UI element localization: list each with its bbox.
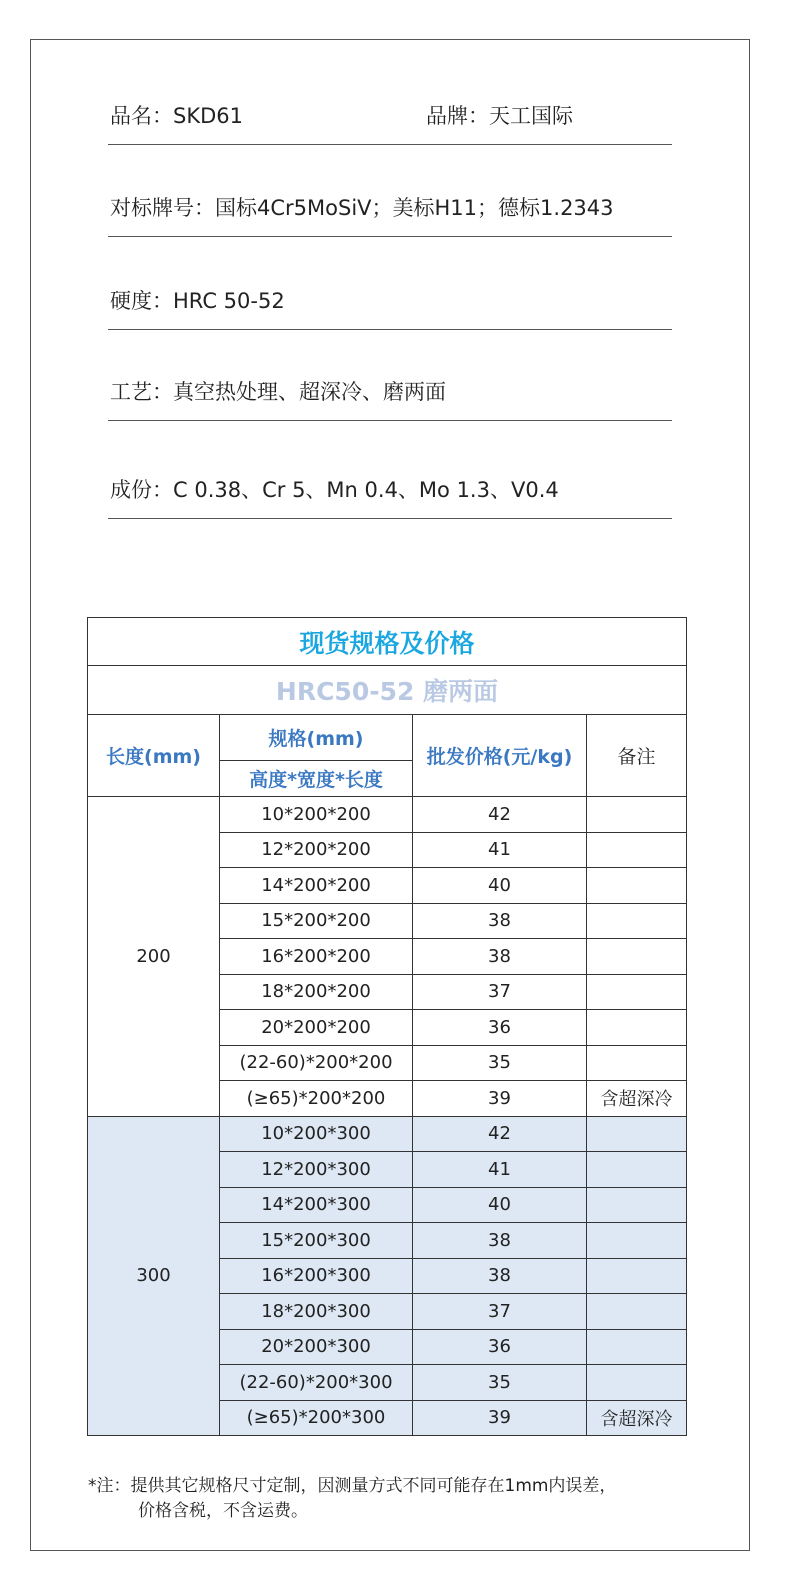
info-equivalents-line bbox=[108, 180, 672, 237]
equivalent-grades: 对标牌号：国标4Cr5MoSiV；美标H11；德标1.2343 bbox=[110, 196, 614, 220]
note-cell bbox=[587, 868, 687, 904]
spec-cell: 16*200*200 bbox=[220, 939, 413, 975]
spec-cell: 18*200*200 bbox=[220, 974, 413, 1010]
table-title: 现货规格及价格 bbox=[88, 618, 687, 666]
price-cell: 36 bbox=[413, 1329, 587, 1365]
price-cell: 39 bbox=[413, 1400, 587, 1436]
price-cell: 42 bbox=[413, 1116, 587, 1152]
spec-cell: 15*200*300 bbox=[220, 1223, 413, 1259]
footnote-line-2: 价格含税，不含运费。 bbox=[138, 1501, 308, 1521]
spec-cell: 15*200*200 bbox=[220, 903, 413, 939]
note-cell bbox=[587, 1152, 687, 1188]
length-cell: 200 bbox=[88, 797, 220, 1117]
spec-cell: 20*200*200 bbox=[220, 1010, 413, 1046]
header-spec-sub: 高度*宽度*长度 bbox=[220, 761, 413, 797]
price-cell: 41 bbox=[413, 832, 587, 868]
price-cell: 37 bbox=[413, 974, 587, 1010]
table-subtitle: HRC50-52 磨两面 bbox=[88, 666, 687, 715]
spec-cell: 20*200*300 bbox=[220, 1329, 413, 1365]
length-cell: 300 bbox=[88, 1116, 220, 1436]
info-hardness-line bbox=[108, 274, 672, 330]
note-cell bbox=[587, 832, 687, 868]
product-brand: 品牌：天工国际 bbox=[426, 104, 573, 128]
note-cell bbox=[587, 1294, 687, 1330]
header-length: 长度(mm) bbox=[88, 715, 220, 797]
spec-cell: 18*200*300 bbox=[220, 1294, 413, 1330]
spec-cell: (≥65)*200*200 bbox=[220, 1081, 413, 1117]
spec-cell: 16*200*300 bbox=[220, 1258, 413, 1294]
price-cell: 36 bbox=[413, 1010, 587, 1046]
footnote-line-1: *注：提供其它规格尺寸定制，因测量方式不同可能存在1mm内误差， bbox=[88, 1476, 617, 1496]
price-cell: 38 bbox=[413, 903, 587, 939]
price-table bbox=[87, 617, 687, 1436]
header-note: 备注 bbox=[587, 715, 687, 797]
note-cell bbox=[587, 1116, 687, 1152]
note-cell bbox=[587, 1258, 687, 1294]
price-cell: 39 bbox=[413, 1081, 587, 1117]
note-cell bbox=[587, 797, 687, 833]
spec-cell: 10*200*300 bbox=[220, 1116, 413, 1152]
note-cell bbox=[587, 1010, 687, 1046]
price-cell: 35 bbox=[413, 1365, 587, 1401]
spec-cell: 14*200*200 bbox=[220, 868, 413, 904]
table-row bbox=[88, 797, 687, 833]
price-cell: 35 bbox=[413, 1045, 587, 1081]
note-cell: 含超深冷 bbox=[587, 1081, 687, 1117]
spec-cell: 12*200*200 bbox=[220, 832, 413, 868]
price-cell: 41 bbox=[413, 1152, 587, 1188]
spec-cell: 14*200*300 bbox=[220, 1187, 413, 1223]
note-cell bbox=[587, 939, 687, 975]
spec-cell: (22-60)*200*200 bbox=[220, 1045, 413, 1081]
product-name: 品名：SKD61 bbox=[110, 104, 243, 128]
header-price: 批发价格(元/kg) bbox=[413, 715, 587, 797]
price-cell: 38 bbox=[413, 1223, 587, 1259]
note-cell bbox=[587, 974, 687, 1010]
spec-cell: 10*200*200 bbox=[220, 797, 413, 833]
info-process-line bbox=[108, 364, 672, 421]
header-spec: 规格(mm) bbox=[220, 715, 413, 761]
note-cell: 含超深冷 bbox=[587, 1400, 687, 1436]
footnote bbox=[88, 1474, 708, 1524]
composition: 成份：C 0.38、Cr 5、Mn 0.4、Mo 1.3、V0.4 bbox=[110, 478, 559, 502]
note-cell bbox=[587, 1329, 687, 1365]
price-cell: 42 bbox=[413, 797, 587, 833]
process: 工艺：真空热处理、超深冷、磨两面 bbox=[110, 380, 446, 404]
price-cell: 40 bbox=[413, 868, 587, 904]
table-row bbox=[88, 1116, 687, 1152]
price-cell: 38 bbox=[413, 939, 587, 975]
note-cell bbox=[587, 1365, 687, 1401]
price-cell: 37 bbox=[413, 1294, 587, 1330]
info-name-line bbox=[108, 86, 672, 145]
spec-cell: 12*200*300 bbox=[220, 1152, 413, 1188]
info-composition-line bbox=[108, 460, 672, 519]
note-cell bbox=[587, 1223, 687, 1259]
note-cell bbox=[587, 903, 687, 939]
price-cell: 40 bbox=[413, 1187, 587, 1223]
spec-cell: (≥65)*200*300 bbox=[220, 1400, 413, 1436]
spec-cell: (22-60)*200*300 bbox=[220, 1365, 413, 1401]
note-cell bbox=[587, 1045, 687, 1081]
hardness: 硬度：HRC 50-52 bbox=[110, 289, 285, 313]
note-cell bbox=[587, 1187, 687, 1223]
price-cell: 38 bbox=[413, 1258, 587, 1294]
